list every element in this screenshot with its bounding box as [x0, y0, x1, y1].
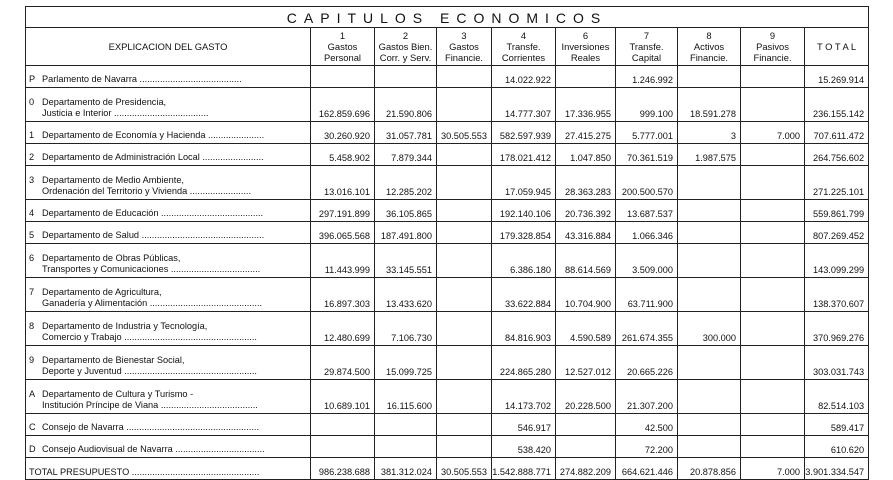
value-cell — [741, 278, 805, 312]
value-cell — [437, 244, 492, 278]
value-cell: 297.191.899 — [311, 200, 375, 222]
header-total: T O T A L — [805, 28, 869, 66]
table-row — [26, 222, 869, 244]
value-cell — [437, 66, 492, 88]
row-total-cell: 303.031.743 — [805, 346, 869, 380]
row-label-line: Deporte y Juventud .................................................... — [42, 366, 257, 376]
table-row — [26, 122, 869, 144]
row-code: 0 — [29, 97, 35, 107]
row-description — [26, 244, 311, 278]
value-cell — [437, 88, 492, 122]
value-cell — [678, 436, 741, 458]
value-cell: 7.106.730 — [375, 312, 437, 346]
row-label-line: Departamento de Agricultura, — [42, 287, 162, 297]
value-cell: 88.614.569 — [556, 244, 616, 278]
header-col-4: 4 Transfe. Corrientes — [492, 28, 556, 66]
value-cell: 1.047.850 — [556, 144, 616, 166]
value-cell: 20.665.226 — [616, 346, 678, 380]
value-cell — [311, 66, 375, 88]
value-cell — [678, 278, 741, 312]
value-cell: 999.100 — [616, 88, 678, 122]
value-cell — [741, 346, 805, 380]
header-explicacion: EXPLICACION DEL GASTO — [26, 28, 311, 66]
row-label-line: Justicia e Interior ..................................... — [42, 108, 209, 118]
value-cell — [678, 222, 741, 244]
row-code: 2 — [29, 152, 35, 162]
row-description — [26, 346, 311, 380]
row-total-cell: 264.756.602 — [805, 144, 869, 166]
value-cell: 42.500 — [616, 414, 678, 436]
value-cell — [678, 380, 741, 414]
row-code: C — [29, 422, 36, 432]
header-col-9: 9 Pasivos Financie. — [741, 28, 805, 66]
value-cell — [741, 200, 805, 222]
value-cell — [678, 244, 741, 278]
value-cell: 192.140.106 — [492, 200, 556, 222]
value-cell — [437, 278, 492, 312]
row-description — [26, 166, 311, 200]
value-cell: 28.363.283 — [556, 166, 616, 200]
table-row — [26, 436, 869, 458]
value-cell: 63.711.900 — [616, 278, 678, 312]
value-cell: 70.361.519 — [616, 144, 678, 166]
value-cell: 30.505.553 — [437, 122, 492, 144]
value-cell: 20.228.500 — [556, 380, 616, 414]
value-cell: 14.022.922 — [492, 66, 556, 88]
value-cell — [678, 346, 741, 380]
value-cell: 300.000 — [678, 312, 741, 346]
row-label-line: Departamento de Medio Ambiente, — [42, 175, 184, 185]
value-cell — [741, 222, 805, 244]
value-cell — [556, 66, 616, 88]
value-cell: 162.859.696 — [311, 88, 375, 122]
total-value-cell: 7.000 — [741, 458, 805, 480]
row-label-line: Consejo de Navarra .................................................... — [42, 422, 259, 432]
value-cell — [741, 244, 805, 278]
value-cell: 10.704.900 — [556, 278, 616, 312]
value-cell: 30.260.920 — [311, 122, 375, 144]
value-cell: 16.115.600 — [375, 380, 437, 414]
value-cell — [437, 380, 492, 414]
header-col-7: 7 Transfe. Capital — [616, 28, 678, 66]
row-description — [26, 144, 311, 166]
row-description — [26, 312, 311, 346]
value-cell: 31.057.781 — [375, 122, 437, 144]
value-cell: 36.105.865 — [375, 200, 437, 222]
row-total-cell: 138.370.607 — [805, 278, 869, 312]
row-label-line: Ganadería y Alimentación ............................................ — [42, 298, 263, 308]
value-cell: 1.066.346 — [616, 222, 678, 244]
row-label-line: Consejo Audiovisual de Navarra ................................... — [42, 444, 265, 454]
row-total-cell: 559.861.799 — [805, 200, 869, 222]
table-row — [26, 144, 869, 166]
row-total-cell: 82.514.103 — [805, 380, 869, 414]
row-label-line: Ordenación del Territorio y Vivienda ........................ — [42, 186, 252, 196]
row-code: 5 — [29, 230, 35, 240]
value-cell: 21.307.200 — [616, 380, 678, 414]
total-value-cell: 664.621.446 — [616, 458, 678, 480]
total-value-cell: 1.542.888.771 — [492, 458, 556, 480]
value-cell: 13.433.620 — [375, 278, 437, 312]
row-code: 7 — [29, 287, 35, 297]
value-cell: 3 — [678, 122, 741, 144]
total-value-cell: 986.238.688 — [311, 458, 375, 480]
row-code: D — [29, 444, 36, 454]
value-cell — [741, 88, 805, 122]
value-cell — [437, 346, 492, 380]
header-col-2: 2 Gastos Bien. Corr. y Serv. — [375, 28, 437, 66]
value-cell — [375, 414, 437, 436]
row-code: 6 — [29, 253, 35, 263]
row-description — [26, 200, 311, 222]
row-label-line: Departamento de Presidencia, — [42, 97, 167, 107]
value-cell — [741, 380, 805, 414]
row-description — [26, 66, 311, 88]
row-label-line: Departamento de Obras Públicas, — [42, 253, 181, 263]
row-total-cell: 807.269.452 — [805, 222, 869, 244]
value-cell — [678, 414, 741, 436]
budget-table-container — [25, 6, 868, 480]
row-label-line: Departamento de Cultura y Turismo - — [42, 389, 194, 399]
value-cell: 224.865.280 — [492, 346, 556, 380]
value-cell: 261.674.355 — [616, 312, 678, 346]
row-label-line: Departamento de Industria y Tecnología, — [42, 321, 208, 331]
value-cell: 5.777.001 — [616, 122, 678, 144]
table-row — [26, 166, 869, 200]
row-code: 9 — [29, 355, 35, 365]
table-body — [26, 66, 869, 480]
header-col-1: 1 Gastos Personal — [311, 28, 375, 66]
value-cell — [311, 414, 375, 436]
row-total-cell: 15.269.914 — [805, 66, 869, 88]
value-cell: 1.987.575 — [678, 144, 741, 166]
value-cell: 18.591.278 — [678, 88, 741, 122]
total-label: TOTAL PRESUPUESTO .................................................. — [26, 458, 311, 480]
table-row — [26, 88, 869, 122]
value-cell: 7.879.344 — [375, 144, 437, 166]
value-cell — [437, 436, 492, 458]
table-row — [26, 380, 869, 414]
value-cell — [375, 66, 437, 88]
row-code: A — [29, 389, 36, 399]
table-row — [26, 244, 869, 278]
value-cell: 4.590.589 — [556, 312, 616, 346]
total-value-cell: 274.882.209 — [556, 458, 616, 480]
row-label-line: Departamento de Educación ........................................ — [42, 208, 264, 218]
table-row — [26, 346, 869, 380]
value-cell: 396.065.568 — [311, 222, 375, 244]
row-description — [26, 222, 311, 244]
row-total-cell: 236.155.142 — [805, 88, 869, 122]
table-row — [26, 200, 869, 222]
value-cell — [741, 414, 805, 436]
value-cell: 17.059.945 — [492, 166, 556, 200]
value-cell — [678, 66, 741, 88]
row-label-line: Departamento de Administración Local ........................ — [42, 152, 264, 162]
total-value-cell: 381.312.024 — [375, 458, 437, 480]
value-cell: 43.316.884 — [556, 222, 616, 244]
row-description — [26, 380, 311, 414]
value-cell — [741, 144, 805, 166]
header-col-6: 6 Inversiones Reales — [556, 28, 616, 66]
row-total-cell: 610.620 — [805, 436, 869, 458]
row-code: P — [29, 74, 36, 84]
value-cell — [437, 222, 492, 244]
value-cell: 17.336.955 — [556, 88, 616, 122]
table-title: CAPITULOS ECONOMICOS — [26, 7, 869, 28]
value-cell: 72.200 — [616, 436, 678, 458]
row-description — [26, 414, 311, 436]
value-cell: 33.622.884 — [492, 278, 556, 312]
value-cell — [741, 436, 805, 458]
value-cell: 187.491.800 — [375, 222, 437, 244]
value-cell — [741, 66, 805, 88]
table-row — [26, 66, 869, 88]
row-description — [26, 122, 311, 144]
value-cell: 10.689.101 — [311, 380, 375, 414]
value-cell: 3.509.000 — [616, 244, 678, 278]
row-total-cell: 143.099.299 — [805, 244, 869, 278]
column-header-row — [26, 28, 869, 66]
value-cell: 20.736.392 — [556, 200, 616, 222]
value-cell: 11.443.999 — [311, 244, 375, 278]
total-value-cell: 20.878.856 — [678, 458, 741, 480]
value-cell: 16.897.303 — [311, 278, 375, 312]
value-cell: 13.016.101 — [311, 166, 375, 200]
value-cell — [311, 436, 375, 458]
value-cell — [437, 166, 492, 200]
value-cell — [437, 144, 492, 166]
value-cell — [437, 200, 492, 222]
row-code: 1 — [29, 130, 35, 140]
header-col-8: 8 Activos Financie. — [678, 28, 741, 66]
value-cell — [556, 414, 616, 436]
value-cell: 15.099.725 — [375, 346, 437, 380]
value-cell — [678, 166, 741, 200]
value-cell — [741, 312, 805, 346]
value-cell: 29.874.500 — [311, 346, 375, 380]
value-cell: 5.458.902 — [311, 144, 375, 166]
row-label-line: Transportes y Comunicaciones ................................... — [42, 264, 261, 274]
value-cell: 33.145.551 — [375, 244, 437, 278]
value-cell — [741, 166, 805, 200]
row-total-cell: 271.225.101 — [805, 166, 869, 200]
value-cell: 27.415.275 — [556, 122, 616, 144]
row-total-cell: 589.417 — [805, 414, 869, 436]
value-cell — [375, 436, 437, 458]
row-label-line: Institución Príncipe de Viana ...................................... — [42, 400, 258, 410]
value-cell: 200.500.570 — [616, 166, 678, 200]
total-row — [26, 458, 869, 480]
row-label-line: Departamento de Salud ................................................ — [42, 230, 265, 240]
row-label-line: Parlamento de Navarra ........................................ — [42, 74, 242, 84]
value-cell: 12.527.012 — [556, 346, 616, 380]
value-cell: 84.816.903 — [492, 312, 556, 346]
value-cell: 179.328.854 — [492, 222, 556, 244]
table-row — [26, 414, 869, 436]
row-label-line: Comercio y Trabajo .................................................... — [42, 332, 257, 342]
value-cell: 178.021.412 — [492, 144, 556, 166]
value-cell: 13.687.537 — [616, 200, 678, 222]
value-cell: 12.480.699 — [311, 312, 375, 346]
row-total-cell: 707.611.472 — [805, 122, 869, 144]
value-cell: 6.386.180 — [492, 244, 556, 278]
value-cell: 582.597.939 — [492, 122, 556, 144]
table-row — [26, 312, 869, 346]
grand-total-cell: 3.901.334.547 — [805, 458, 869, 480]
row-label-line: Departamento de Economía y Hacienda ...................... — [42, 130, 265, 140]
budget-table — [25, 6, 869, 480]
header-col-3: 3 Gastos Financie. — [437, 28, 492, 66]
value-cell: 1.246.992 — [616, 66, 678, 88]
total-value-cell: 30.505.553 — [437, 458, 492, 480]
row-label-line: Departamento de Bienestar Social, — [42, 355, 185, 365]
row-code: 8 — [29, 321, 35, 331]
value-cell: 546.917 — [492, 414, 556, 436]
value-cell: 538.420 — [492, 436, 556, 458]
row-description — [26, 88, 311, 122]
value-cell: 21.590.806 — [375, 88, 437, 122]
value-cell: 14.777.307 — [492, 88, 556, 122]
value-cell: 14.173.702 — [492, 380, 556, 414]
row-description — [26, 278, 311, 312]
value-cell — [556, 436, 616, 458]
value-cell — [437, 312, 492, 346]
table-row — [26, 278, 869, 312]
value-cell — [437, 414, 492, 436]
value-cell: 12.285.202 — [375, 166, 437, 200]
row-code: 4 — [29, 208, 35, 218]
value-cell — [678, 200, 741, 222]
value-cell: 7.000 — [741, 122, 805, 144]
row-code: 3 — [29, 175, 35, 185]
row-description — [26, 436, 311, 458]
row-total-cell: 370.969.276 — [805, 312, 869, 346]
